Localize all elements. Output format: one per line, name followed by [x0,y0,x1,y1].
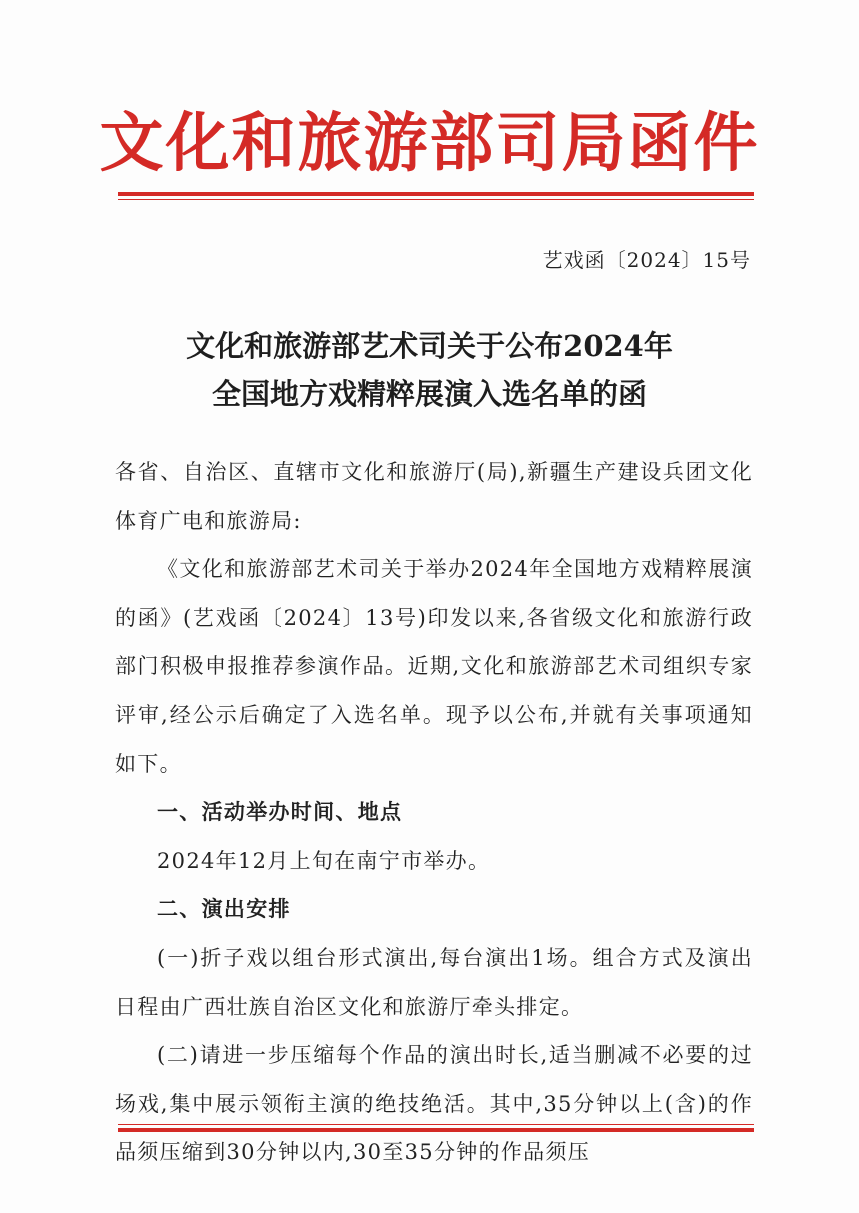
footer-rule-thin [118,1124,754,1125]
document-title-line1: 文化和旅游部艺术司关于公布2024年 [186,329,673,363]
section-1-heading: 一、活动举办时间、地点 [157,800,403,825]
document-title [0,322,859,418]
addressee: 各省、自治区、直辖市文化和旅游厅(局),新疆生产建设兵团文化体育广电和旅游局: [115,460,753,533]
footer-rule-thick [118,1128,754,1132]
section-2-item-1: (一)折子戏以组台形式演出,每台演出1场。组合方式及演出日程由广西壮族自治区文化和旅游厅牵头排定。 [115,945,753,1019]
letterhead-rule-thick [118,192,754,196]
letterhead-title: 文化和旅游部司局函件 [99,106,760,181]
section-2-heading: 二、演出安排 [157,897,291,922]
document-number: 艺戏函〔2024〕15号 [542,248,751,272]
document-title-line2: 全国地方戏精粹展演入选名单的函 [211,377,647,411]
document-body [115,448,753,1177]
section-2-item-2: (二)请进一步压缩每个作品的演出时长,适当删减不必要的过场戏,集中展示领衔主演的绝技绝活。其中,35分钟以上(含)的作品须压缩到30分钟以内,30至35分钟的作品须压 [115,1043,753,1165]
intro-paragraph: 《文化和旅游部艺术司关于举办2024年全国地方戏精粹展演的函》(艺戏函〔2024〕13号)印发以来,各省级文化和旅游行政部门积极申报推荐参演作品。近期,文化和旅游部艺术司组织专家评审,经公示后确定了入选名单。现予以公布,并就有关事项通知如下。 [115,557,753,776]
letterhead-rule-thin [118,199,754,200]
section-1-text: 2024年12月上旬在南宁市举办。 [157,848,491,873]
